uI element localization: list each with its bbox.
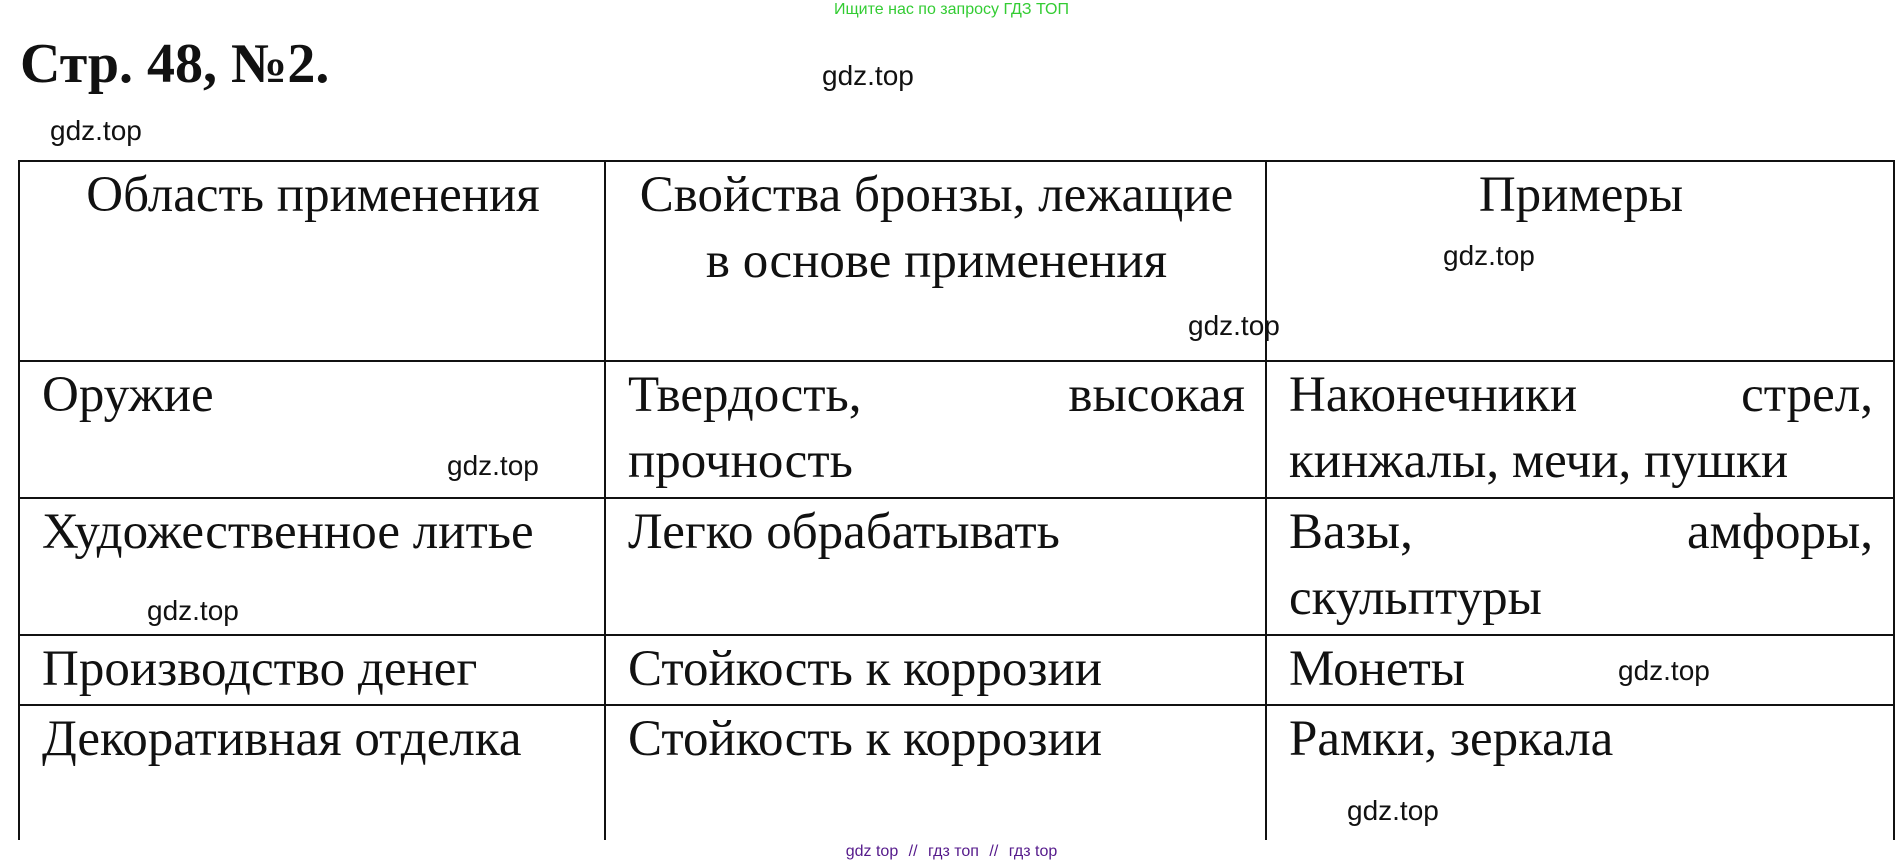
table-cell: Оружие: [19, 361, 605, 498]
watermark-text: gdz.top: [147, 595, 239, 626]
header-cell-examples: Примеры: [1266, 161, 1894, 361]
table-cell: Художественное литье: [19, 498, 605, 635]
table-header-row: [19, 161, 1894, 361]
table-cell: Монеты: [1266, 635, 1894, 705]
watermark-text: gdz.top: [1188, 310, 1280, 341]
table-cell: Производство денег: [19, 635, 605, 705]
table-cell: Стойкость к коррозии: [605, 635, 1266, 705]
header-cell-bronze-properties: Свойства бронзы, лежащие в основе применения: [605, 161, 1266, 361]
table-cell: Рамки, зеркала: [1266, 705, 1894, 840]
table-cell: Вазы, амфоры, скульптуры: [1266, 498, 1894, 635]
table-cell: Наконечники стрел, кинжалы, мечи, пушки: [1266, 361, 1894, 498]
footer-separator: //: [989, 843, 999, 860]
watermark-text: gdz.top: [1347, 795, 1439, 826]
table-row: [19, 705, 1894, 840]
header-cell-application-area: Область применения: [19, 161, 605, 361]
top-banner: Ищите нас по запросу ГДЗ ТОП: [834, 1, 1069, 18]
watermark-text: gdz.top: [50, 115, 142, 146]
footer-link[interactable]: gdz top: [845, 843, 899, 860]
table-cell: Твердость, высокая прочность: [605, 361, 1266, 498]
page-title: Стр. 48, №2.: [20, 33, 330, 95]
table-cell: Стойкость к коррозии: [605, 705, 1266, 840]
table-cell: Легко обрабатывать: [605, 498, 1266, 635]
watermark-text: gdz.top: [1443, 240, 1535, 271]
footer-links: [0, 843, 1903, 861]
watermark-text: gdz.top: [1618, 655, 1710, 686]
table-row: [19, 498, 1894, 635]
footer-separator: //: [908, 843, 918, 860]
bronze-applications-table: [18, 160, 1895, 840]
table-cell: Декоративная отделка: [19, 705, 605, 840]
table-row: [19, 635, 1894, 705]
watermark-text: gdz.top: [822, 60, 914, 91]
watermark-text: gdz.top: [447, 450, 539, 481]
footer-link[interactable]: гдз топ: [928, 843, 979, 860]
footer-link[interactable]: гдз top: [1008, 843, 1058, 860]
table-row: [19, 361, 1894, 498]
